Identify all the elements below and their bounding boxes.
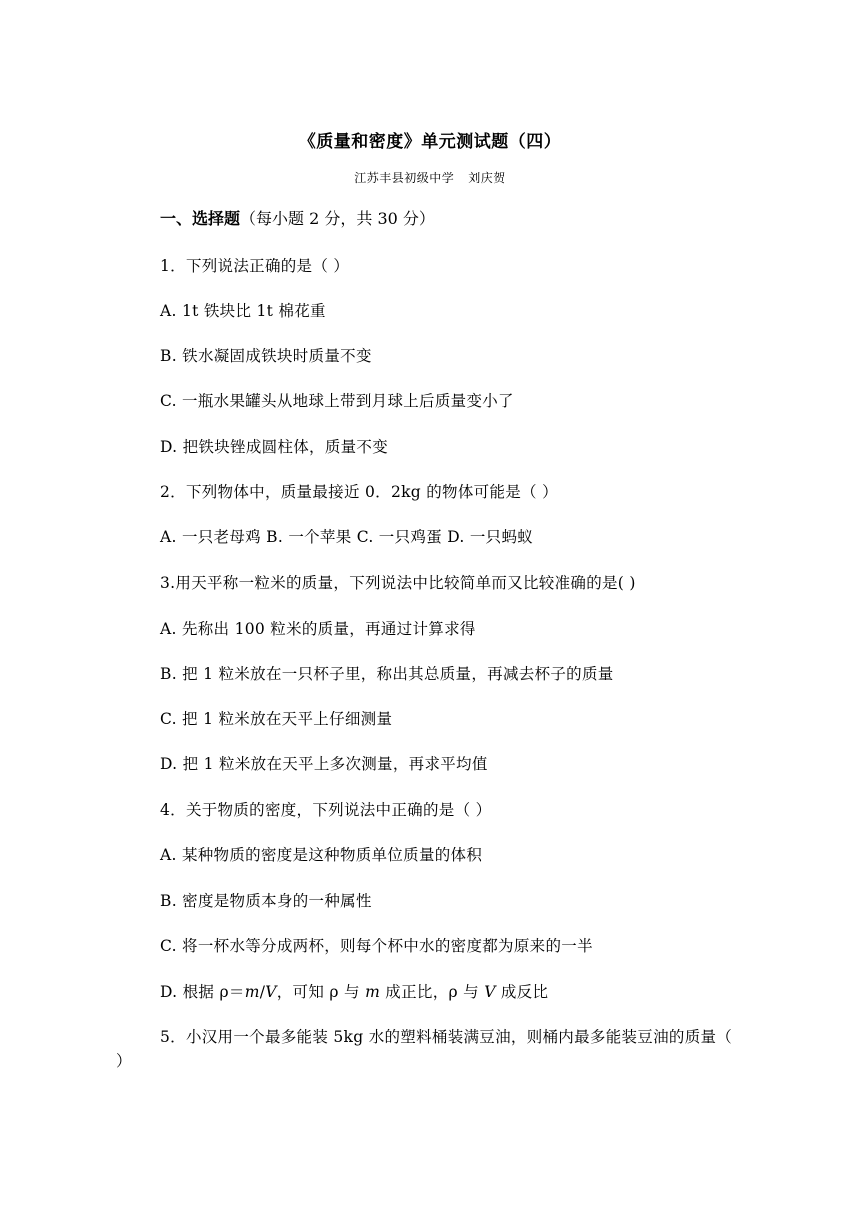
q1-option-b: B. 铁水凝固成铁块时质量不变 — [160, 347, 372, 365]
question-5: 5．小汉用一个最多能装 5kg 水的塑料桶装满豆油，则桶内最多能装豆油的质量（ ） — [116, 1028, 733, 1070]
q3-option-a: A. 先称出 100 粒米的质量，再通过计算求得 — [160, 620, 476, 638]
section-note: （每小题 2 分，共 30 分） — [240, 209, 435, 228]
slash: / — [259, 983, 266, 1001]
q4-option-c: C. 将一杯水等分成两杯，则每个杯中水的密度都为原来的一半 — [160, 937, 593, 955]
page-title: 《质量和密度》单元测试题（四） — [298, 132, 562, 152]
q3-option-b: B. 把 1 粒米放在一只杯子里，称出其总质量，再减去杯子的质量 — [160, 665, 614, 683]
author-school: 江苏丰县初级中学 — [354, 171, 455, 185]
mass-variable: m — [365, 983, 381, 1001]
section-title: 一、选择题 — [160, 209, 241, 228]
question-3: 3.用天平称一粒米的质量，下列说法中比较简单而又比较准确的是( ) — [160, 574, 636, 592]
q1-option-c: C. 一瓶水果罐头从地球上带到月球上后质量变小了 — [160, 392, 514, 410]
mass-variable: m — [244, 983, 260, 1001]
question-2: 2．下列物体中，质量最接近 0．2kg 的物体可能是（ ） — [160, 483, 558, 501]
equals-sign: ＝ — [228, 983, 245, 1001]
rho-symbol: ρ — [329, 983, 339, 1001]
d4-text-1: ，可知 — [276, 983, 330, 1001]
q4-option-a: A. 某种物质的密度是这种物质单位质量的体积 — [160, 846, 483, 864]
q2-options: A. 一只老母鸡 B. 一个苹果 C. 一只鸡蛋 D. 一只蚂蚁 — [160, 528, 534, 546]
author-line — [0, 169, 860, 186]
q3-option-c: C. 把 1 粒米放在天平上仔细测量 — [160, 710, 393, 728]
q4-option-b: B. 密度是物质本身的一种属性 — [160, 892, 372, 910]
q3-option-d: D. 把 1 粒米放在天平上多次测量，再求平均值 — [160, 755, 488, 773]
volume-variable: V — [265, 983, 277, 1001]
rho-symbol: ρ — [219, 983, 229, 1001]
d4-text-2: 与 — [338, 983, 366, 1001]
q1-option-a: A. 1t 铁块比 1t 棉花重 — [160, 302, 326, 320]
d4-prefix: D. 根据 — [160, 983, 220, 1001]
question-4: 4．关于物质的密度，下列说法中正确的是（ ） — [160, 801, 492, 819]
rho-symbol: ρ — [448, 983, 458, 1001]
d4-suffix: 成反比 — [495, 983, 549, 1001]
question-1: 1．下列说法正确的是（ ） — [160, 257, 350, 275]
section-heading — [160, 206, 435, 229]
q4-option-d — [160, 980, 548, 1002]
author-name: 刘庆贺 — [468, 171, 506, 185]
d4-text-4: 与 — [457, 983, 485, 1001]
volume-variable: V — [484, 983, 496, 1001]
d4-text-3: 成正比， — [380, 983, 449, 1001]
q1-option-d: D. 把铁块锉成圆柱体，质量不变 — [160, 438, 389, 456]
